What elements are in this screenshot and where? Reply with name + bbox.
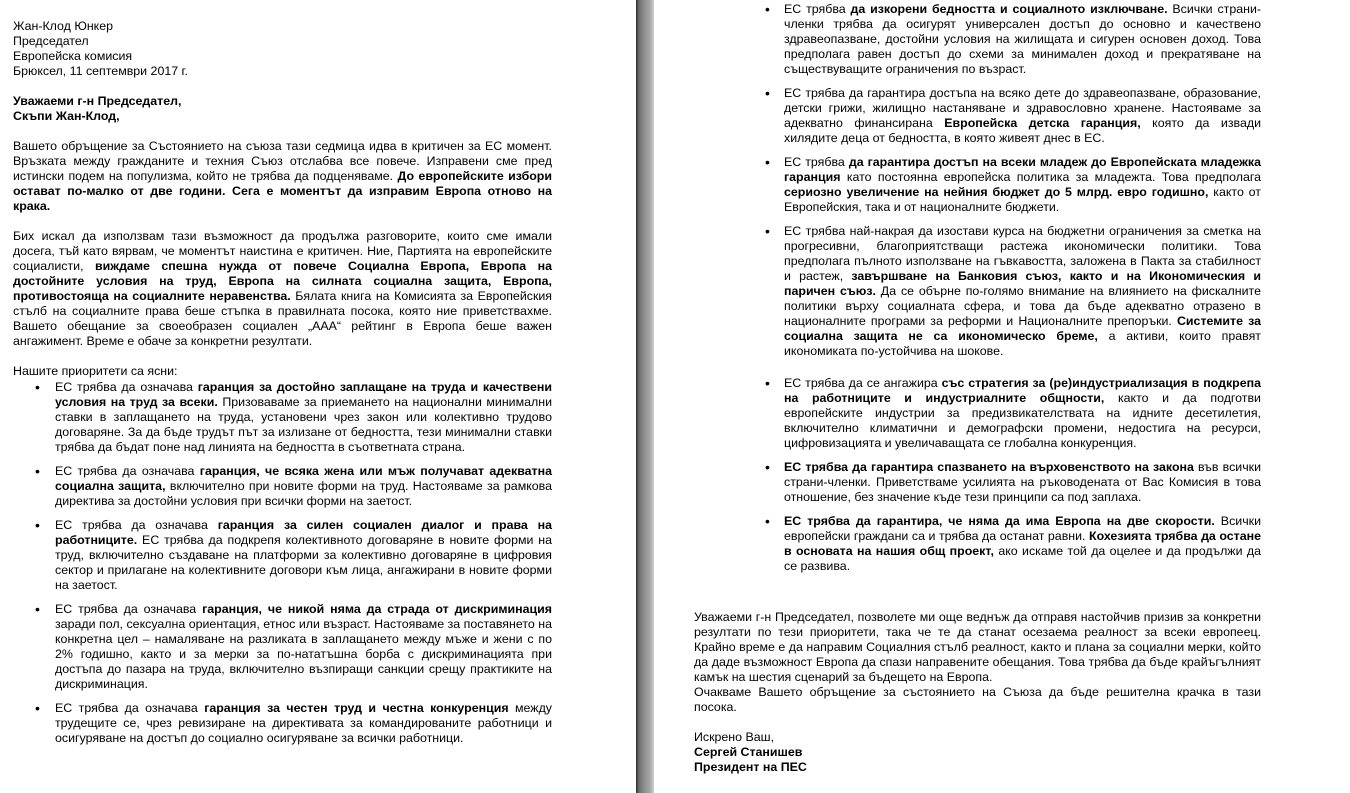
priority-text: ЕС трябва (784, 155, 849, 169)
priority-item (694, 514, 1261, 574)
priority-bold-text: ЕС трябва да гарантира, че няма да има Европа на две скорости. (784, 514, 1215, 528)
priority-text: Да се обърне по-голямо внимание на влиянието на фискалните политики върху социалната сфера, и това да бъде адекватно отразено в националните програми за реформи и Националните препоръки. (784, 284, 1261, 328)
salutation (13, 94, 552, 124)
context-paragraph (13, 229, 552, 349)
priority-bold-text: гаранция за достойно заплащане на труда и качествени условия на труд за всеки. (55, 380, 552, 409)
priority-text: ако искаме той да оцелее и да продължи да се развива. (784, 544, 1261, 573)
signature-block (694, 730, 1261, 775)
priorities-list-left (13, 380, 552, 746)
closing-paragraph-2: Очакваме Вашето обръщение за състоянието на Съюза да бъде решителна крачка в тази посока. (694, 685, 1261, 714)
priority-text: както и да подготви европейските индустрии за предизвикателствата на идните десетилетия, включително климатични и демографски промени, недостига на ресурси, цифровизацията и увеличаващата се глобална конкуренция. (784, 391, 1261, 450)
priority-bold-text: да изкорени бедността и социалното изключване. (850, 2, 1168, 16)
priority-item (694, 224, 1261, 359)
intro-text: Вашето обръщение за Състоянието на съюза тази седмица идва в критичен за ЕС момент. Връзката между гражданите и техния Съюз отслабва все повече. Изправени сме пред истински подем на популизма, който не трябва да подценяваме. (13, 139, 552, 183)
priority-text: ЕС трябва да означава (55, 518, 218, 532)
priority-bold-text: да гарантира достъп на всеки младеж до Европейската младежка гаранция (784, 155, 1261, 184)
signature-name: Сергей Станишев (694, 745, 803, 759)
priorities-intro: Нашите приоритети са ясни: (13, 364, 178, 378)
recipient-institution: Европейска комисия (13, 49, 133, 63)
priority-bold-text: гаранция за силен социален диалог и права на работниците. (55, 518, 552, 547)
salutation-line-2: Скъпи Жан-Клод, (13, 109, 120, 123)
priority-text: като постоянна европейска политика за младежта. Това предполага (840, 170, 1261, 184)
right-column (694, 2, 1261, 775)
priority-text: Всички страни-членки трябва да осигурят универсален достъп до основно и качествено здравеопазване, достойни условия на жилищата и сигурен основен доход. Това предполага равен достъп до схеми за минимален доход и прекратяване на съществуващите ограничения по възраст. (784, 2, 1262, 76)
recipient-name: Жан-Клод Юнкер (13, 19, 114, 33)
priority-bold-text: Европейска детска гаранция, (944, 116, 1141, 130)
priority-text: ЕС трябва да означава (55, 602, 203, 616)
priority-text: ЕС трябва най-накрая да изостави курса на бюджетни ограничения за сметка на прогресивни, благоприятстващи растежа икономически политики. Това предполага пълното използване на гъвкавостта, заложена в Пакта за стабилност и растеж, (784, 224, 1261, 283)
intro-bold: До европейските избори остават по-малко от две години. Сега е моментът да изправим Европа отново на крака. (13, 169, 552, 213)
priority-item (13, 380, 552, 455)
priority-text: ЕС трябва да означава (55, 464, 200, 478)
priority-text: която да извади хилядите деца от бедността, в която живеят днес в ЕС. (784, 116, 1262, 145)
salutation-line-1: Уважаеми г-н Председател, (13, 94, 182, 108)
priority-text: Всички европейски граждани са и трябва да останат равни. (784, 514, 1261, 543)
priority-text: ЕС трябва да означава (55, 701, 205, 715)
priority-text: включително при новите форми на труд. Настояваме за рамкова директива за достойни условия при всички форми на заетост. (55, 479, 553, 508)
priority-bold-text: със стратегия за (ре)индустриализация в подкрепа на работниците и индустриалните общности, (784, 376, 1261, 405)
priority-bold-text: Системите за социална защита не са икономическо бреме, (784, 314, 1261, 343)
priority-item (694, 460, 1261, 505)
priority-item (13, 464, 552, 509)
priority-bold-text: гаранция, че всяка жена или мъж получават адекватна социална защита, (55, 464, 553, 493)
priority-bold-text: завършване на Банковия съюз, както и на Икономическия и паричен съюз. (784, 269, 1261, 298)
priority-item (694, 2, 1261, 77)
intro-paragraph (13, 139, 552, 214)
priority-item (694, 86, 1261, 146)
priority-bold-text: Кохезията трябва да остане в основата на нашия общ проект, (784, 529, 1261, 558)
priority-text: ЕС трябва (784, 2, 851, 16)
priority-bold-text: ЕС трябва да гарантира спазването на върховенството на закона (784, 460, 1194, 474)
left-column (13, 19, 552, 746)
priority-item (694, 155, 1261, 215)
priority-item (13, 518, 552, 593)
context-text-2: Бялата книга на Комисията за Европейския стълб на социалните права беше стъпка в правилната посока, която ние приветствахме. Вашето обещание за своеобразен социален „ААА“ рейтинг в Европа беше важен ангажимент. Време е обаче за конкретни резултати. (13, 289, 552, 348)
priority-bold-text: сериозно увеличение на нейния бюджет до 5 млрд. евро годишно, (784, 185, 1209, 199)
recipient-title: Председател (13, 34, 89, 48)
closing-paragraph-1: Уважаеми г-н Председател, позволете ми още веднъж да отправя настойчив призив за конкретни резултати по тези приоритети, така че те да станат осезаема реалност за всеки европеец. Крайно време е да направим Социалния стълб реалност, както и плана за социални мерки, който да даде възможност Европа да спази направените обещания. Това трябва да бъде крайъгълният камък на шестия сценарий за бъдещето на Европа. (694, 610, 1261, 684)
signature-regards: Искрено Ваш, (694, 730, 775, 744)
document-page-left (0, 0, 636, 793)
context-text-1: Бих искал да използвам тази възможност да продължа разговорите, които сме имали досега, тъй като вярвам, че моментът наистина е критичен. Ние, Партията на европейските социалисти, (13, 229, 552, 273)
document-page-right (654, 0, 1350, 793)
recipient-address (13, 19, 552, 79)
priority-text: между трудещите се, чрез ревизиране на директивата за командированите работници и осигуряване на достъп до социално осигуряване за всички работници. (55, 701, 552, 745)
priority-text: ЕС трябва да гарантира достъпа на всяко дете до здравеопазване, образование, детски грижи, жилищно настаняване и здравословно хранене. Настояваме за адекватно финансирана (784, 86, 1261, 130)
closing (694, 610, 1261, 715)
context-bold: виждаме спешна нужда от повече Социална Европа, Европа на достойните условия на труд, Европа на силната социална защита, Европа, противостояща на социалните неравенства. (13, 259, 553, 303)
priority-bold-text: гаранция за честен труд и честна конкуренция (204, 701, 509, 715)
priority-text: ЕС трябва да подкрепя колективното договаряне в новите форми на труд, включително създаване на платформи за колективно договаряне в цифровия сектор и прилагане на колективните договори към лица, ангажирани в новите форми на заетост. (55, 533, 552, 592)
page-separator (636, 0, 654, 793)
priority-item (13, 602, 552, 692)
priority-text: заради пол, сексуална ориентация, етнос или възраст. Настояваме за поставянето на конкретна цел – намаляване на разликата в заплащането между мъже и жени с по 2% годишно, както и за мерки за по-нататъшна борба с дискриминацията при достъпа до пазара на труда, включително възпиращи санкции срещу практиките на дискриминация. (55, 617, 552, 691)
priority-text: във всички страни-членки. Приветстваме усилията на ръководената от Вас Комисия в това отношение, без значение къде тези принципи са под заплаха. (784, 460, 1261, 504)
place-date: Брюксел, 11 септември 2017 г. (13, 64, 189, 78)
priority-text: както от Европейския, така и от националните бюджети. (784, 185, 1261, 214)
priority-item (694, 376, 1261, 451)
signature-role: Президент на ПЕС (694, 760, 807, 774)
priority-bold-text: гаранция, че никой няма да страда от дискриминация (202, 602, 552, 616)
priority-item (13, 701, 552, 746)
priorities-list-right (694, 2, 1261, 574)
priority-text: ЕС трябва да се ангажира (784, 376, 942, 390)
priority-text: а активи, които правят икономиката по-устойчива на шокове. (784, 329, 1261, 358)
priority-text: Призоваваме за приемането на национални минимални ставки в заплащането на труда, установени чрез закон или колективно трудово договаряне. За да бъде трудът път за излизане от бедността, тези минимални ставки трябва да бъдат поне над линията на бедността в съответната страна. (55, 395, 552, 454)
priority-text: ЕС трябва да означава (55, 380, 198, 394)
